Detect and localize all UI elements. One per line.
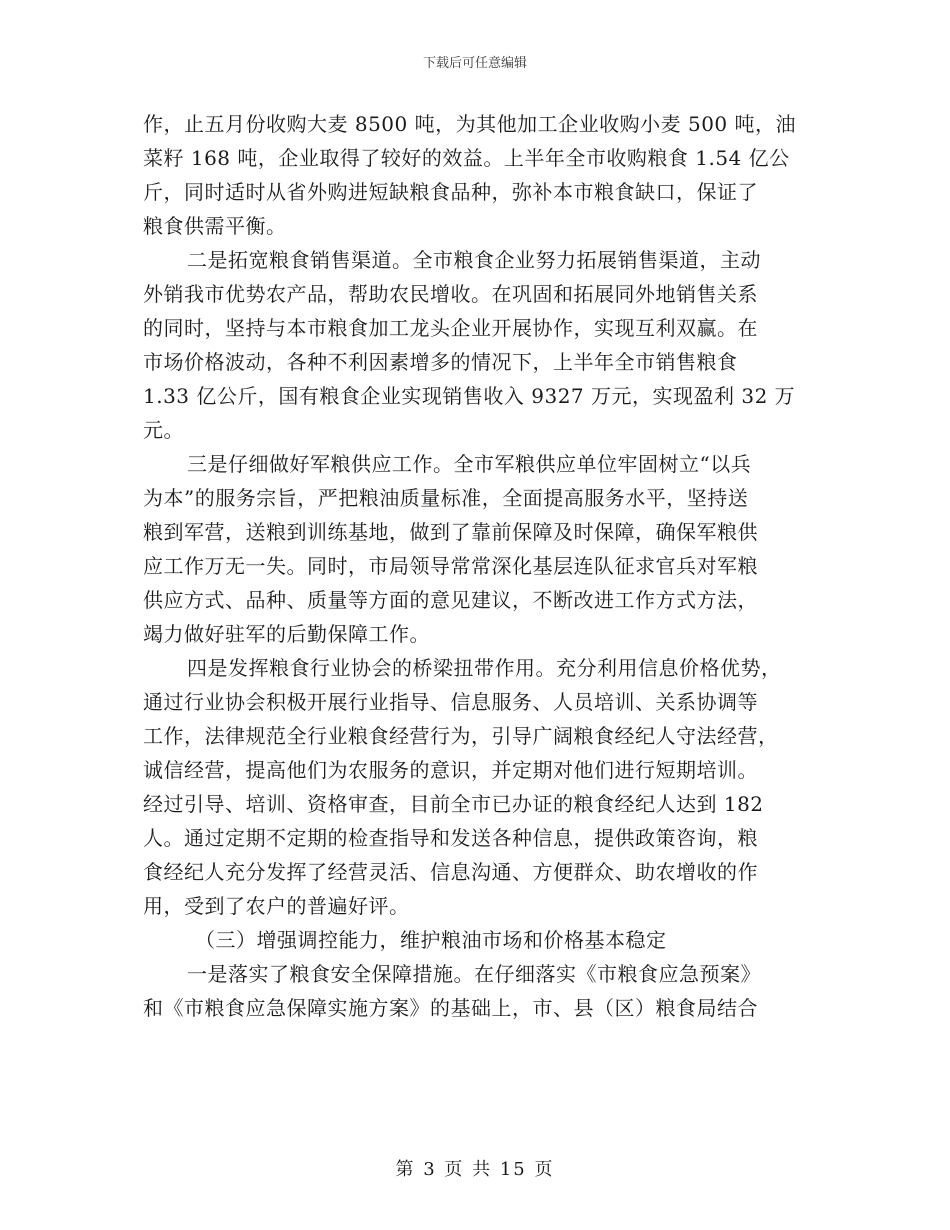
body-line: 供应方式、品种、质量等方面的意见建议，不断改进工作方式方法， (143, 588, 758, 612)
body-line: 通过行业协会积极开展行业指导、信息服务、人员培训、关系协调等 (143, 690, 758, 714)
body-line: 作，止五月份收购大麦 8500 吨，为其他加工企业收购小麦 500 吨，油 (143, 112, 797, 136)
body-line: 诚信经营，提高他们为农服务的意识，并定期对他们进行短期培训。 (143, 758, 758, 782)
section-heading: （三）增强调控能力，维护粮油市场和价格基本稳定 (195, 928, 667, 952)
body-line: 工作，法律规范全行业粮食经营行为，引导广阔粮食经纪人守法经营， (143, 724, 779, 748)
body-line: 经过引导、培训、资格审查，目前全市已办证的粮食经纪人达到 182 (143, 792, 764, 816)
body-line: 斤，同时适时从省外购进短缺粮食品种，弥补本市粮食缺口，保证了 (143, 180, 758, 204)
body-line: 市场价格波动，各种不利因素增多的情况下，上半年全市销售粮食 (143, 350, 738, 374)
body-line: 应工作万无一失。同时，市局领导常常深化基层连队征求官兵对军粮 (143, 554, 758, 578)
body-line: 人。通过定期不定期的检查指导和发送各种信息，提供政策咨询，粮 (143, 826, 758, 850)
body-line: 的同时，坚持与本市粮食加工龙头企业开展协作，实现互利双赢。在 (143, 316, 758, 340)
paragraph-start-line: 三是仔细做好军粮供应工作。全市军粮供应单位牢固树立“以兵 (187, 452, 752, 476)
paragraph-start-line: 二是拓宽粮食销售渠道。全市粮食企业努力拓展销售渠道，主动 (187, 248, 761, 272)
body-line: 元。 (143, 418, 184, 442)
body-line: 1.33 亿公斤，国有粮食企业实现销售收入 9327 万元，实现盈利 32 万 (143, 384, 796, 408)
body-line: 粮到军营，送粮到训练基地，做到了靠前保障及时保障，确保军粮供 (143, 520, 758, 544)
document-body (143, 107, 808, 1025)
body-line: 竭力做好驻军的后勤保障工作。 (143, 622, 430, 646)
body-line: 为本”的服务宗旨，严把粮油质量标准，全面提高服务水平，坚持送 (143, 486, 749, 510)
body-line: 用，受到了农户的普遍好评。 (143, 894, 410, 918)
paragraph-start-line: 一是落实了粮食安全保障措施。在仔细落实《市粮食应急预案》 (187, 962, 761, 986)
body-line: 和《市粮食应急保障实施方案》的基础上，市、县（区）粮食局结合 (143, 996, 758, 1020)
page-header: 下载后可任意编辑 (422, 56, 527, 71)
body-line: 粮食供需平衡。 (143, 214, 287, 238)
body-line: 食经纪人充分发挥了经营灵活、信息沟通、方便群众、助农增收的作 (143, 860, 758, 884)
body-line: 菜籽 168 吨，企业取得了较好的效益。上半年全市收购粮食 1.54 亿公 (143, 146, 790, 170)
body-line: 外销我市优势农产品，帮助农民增收。在巩固和拓展同外地销售关系 (143, 282, 758, 306)
page-number-footer: 第 3 页 共 15 页 (395, 1159, 555, 1180)
paragraph-start-line: 四是发挥粮食行业协会的桥梁扭带作用。充分利用信息价格优势， (187, 656, 782, 680)
